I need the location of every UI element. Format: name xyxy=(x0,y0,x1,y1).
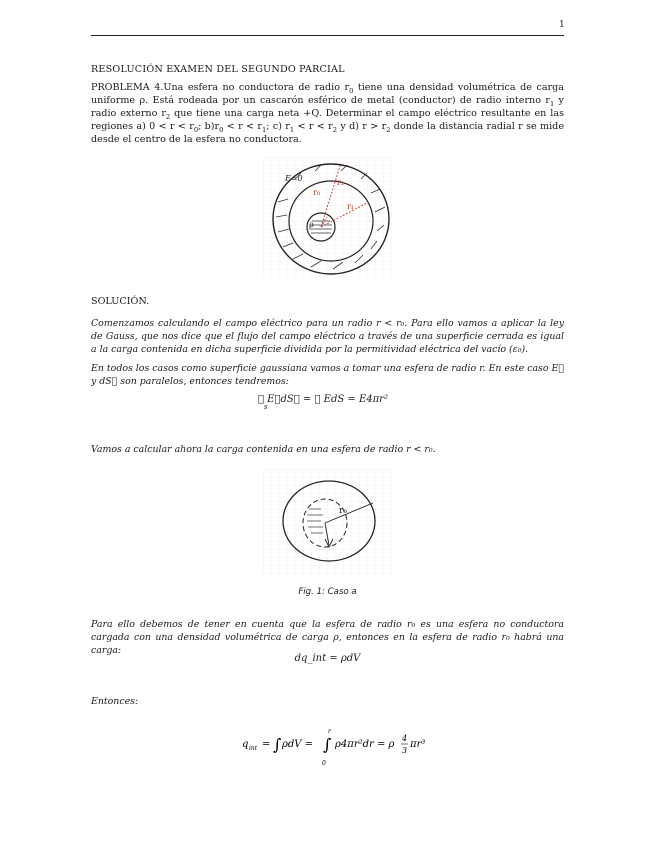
sub: 0 xyxy=(349,86,354,95)
solution-heading: SOLUCIÓN. xyxy=(91,296,150,307)
eq3-upper: r xyxy=(328,728,331,735)
eq3-int-2: ∫ xyxy=(323,735,332,754)
eq3-rhodv: ρdV = xyxy=(282,739,314,750)
sub: 0 xyxy=(193,125,199,134)
sub: 2 xyxy=(386,125,391,134)
rho-label: ρ xyxy=(309,220,314,229)
problem-text-10: donde la distancia radial r se mide desde el centro de la esfera no conductora. xyxy=(91,121,564,145)
r2-label: r₂ xyxy=(337,178,345,187)
eq3-den: 3 xyxy=(402,746,408,755)
problem-statement xyxy=(91,81,564,146)
problem-text-9: y d) r > r xyxy=(337,121,387,132)
sub: 2 xyxy=(332,125,338,134)
problem-text-6: < r < r xyxy=(223,121,262,132)
eq3-eq: = xyxy=(262,739,271,750)
problem-label: PROBLEMA 4. xyxy=(91,82,164,93)
problem-text-7: ; c) r xyxy=(266,121,290,132)
problem-text-8: < r < r xyxy=(294,121,333,132)
solution-paragraph-5: Entonces: xyxy=(91,696,139,707)
solution-paragraph-4: Para ello debemos de tener en cuenta que la esfera de radio r₀ es una esfera no conductora cargada con una densidad volumétrica de carga ρ, entonces en la esfera de radio r₀ habrá una carga: xyxy=(91,619,564,656)
eq3-integrand: ρ4πr²dr = ρ xyxy=(335,739,395,750)
problem-text-1: Una esfera no conductora de radio r xyxy=(163,82,350,93)
problem-text-4: que tiene una carga neta +Q. Determinar el campo eléctrico resultante en las regiones a) 0 < r < r xyxy=(91,108,565,132)
sub: 2 xyxy=(165,112,171,121)
problem-text-5: ; b)r xyxy=(198,121,220,132)
integral-subscript: s xyxy=(264,403,268,411)
sub: 1 xyxy=(289,125,295,134)
sphere-diagram xyxy=(263,157,393,277)
page-number: 1 xyxy=(559,20,565,30)
sub: 1 xyxy=(262,125,267,134)
solution-paragraph-3: Vamos a calcular ahora la carga contenida en una esfera de radio r < r₀. xyxy=(91,444,436,455)
document-title: RESOLUCIÓN EXAMEN DEL SEGUNDO PARCIAL xyxy=(91,64,345,75)
e-zero-label: E=0 xyxy=(285,174,303,183)
charge-integral-equation xyxy=(240,725,440,770)
gauss-equation-text: ∮ E⃗dS⃗ = ∮ EdS = E4πr² xyxy=(258,394,388,405)
problem-block xyxy=(91,63,564,146)
eq3-sub: int xyxy=(249,745,258,752)
solution-paragraph-2: En todos los casos como superficie gaussiana vamos a tomar una esfera de radio r. En este caso E⃗ y dS⃗ son paralelos, entonces tendremos: xyxy=(91,363,564,387)
r0-label: r₀ xyxy=(313,188,321,197)
eq3-int-1: ∫ xyxy=(273,735,282,754)
problem-text-3: y radio externo r xyxy=(91,95,564,119)
header-rule xyxy=(91,35,564,36)
sub: 1 xyxy=(549,99,555,108)
r1-label: r₁ xyxy=(347,202,355,211)
gauss-equation xyxy=(258,394,388,411)
charge-differential-equation: dq_int = ρdV xyxy=(294,653,361,664)
eq3-q: q xyxy=(242,739,249,750)
figure-caption: Fig. 1: Caso a xyxy=(298,587,357,597)
eq3-num: 4 xyxy=(402,734,408,743)
case-a-figure xyxy=(263,469,393,574)
eq3-lower: 0 xyxy=(322,760,326,767)
eq3-end: πr³ xyxy=(410,739,426,750)
problem-text-2: tiene una densidad volumétrica de carga uniforme ρ. Está rodeada por un cascarón esférico de metal (conductor) de radio interno r xyxy=(91,82,564,106)
r0-label-fig2: r₀ xyxy=(339,506,347,516)
solution-paragraph-1: Comenzamos calculando el campo eléctrico para un radio r < r₀. Para ello vamos a aplicar la ley de Gauss, que nos dice que el flujo del campo eléctrico a través de una superficie cerrada es igual a la carga contenida en dicha superficie dividida por la permitividad eléctrica del vacío (ε₀). xyxy=(91,318,564,355)
sub: 0 xyxy=(219,125,224,134)
